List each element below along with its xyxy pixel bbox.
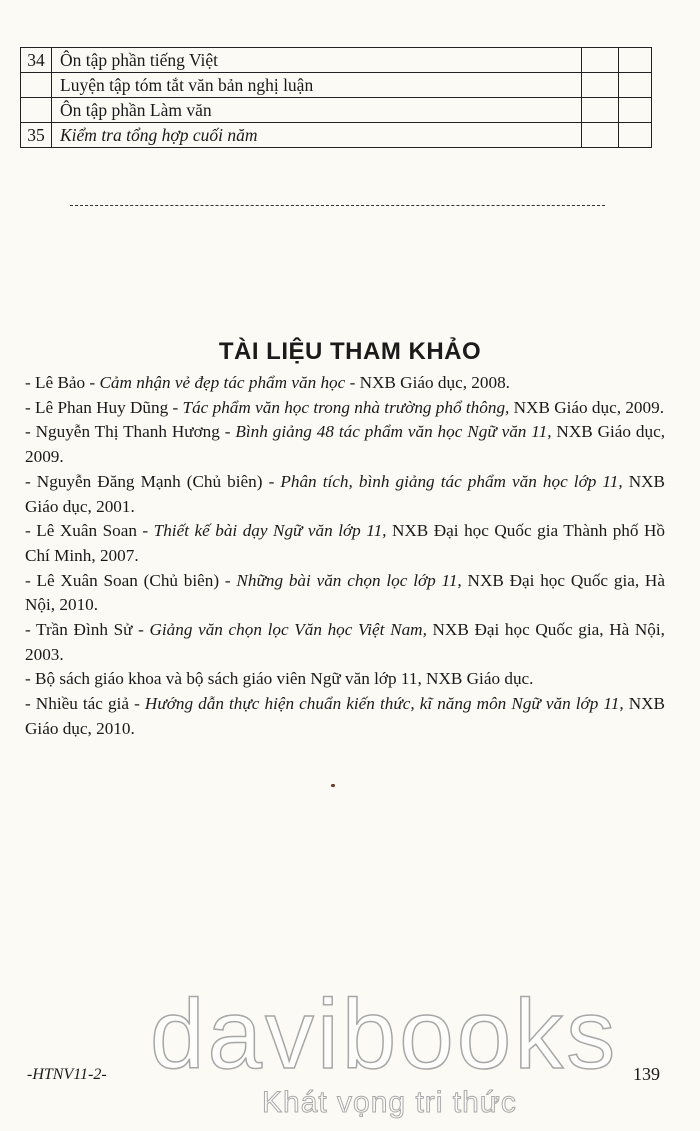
footer-code: -HTNV11-2- (27, 1066, 107, 1083)
lesson-number: 34 (21, 48, 52, 73)
lesson-schedule-table (20, 47, 652, 148)
reference-item (25, 396, 665, 421)
reference-title: Hướng dẫn thực hiện chuẩn kiến thức, kĩ năng môn Ngữ văn lớp 11, (144, 694, 624, 714)
reference-author: - Lê Phan Huy Dũng - (25, 397, 183, 417)
empty-cell (582, 123, 619, 148)
lesson-title: Ôn tập phần Làm văn (52, 98, 582, 123)
reference-title: Tác phẩm văn học trong nhà trường phổ thông, (182, 397, 510, 417)
reference-publisher: NXB Giáo dục, 2010. (25, 694, 666, 738)
reference-title: Bình giảng 48 tác phẩm văn học Ngữ văn 11, (235, 422, 552, 442)
reference-title: Phân tích, bình giảng tác phẩm văn học lớp 11, (280, 471, 623, 491)
lesson-title: Luyện tập tóm tắt văn bản nghị luận (52, 73, 582, 98)
empty-cell (619, 98, 652, 123)
reference-item (25, 470, 665, 519)
reference-author: - Bộ sách giáo khoa và bộ sách giáo viên Ngữ văn lớp 11, NXB Giáo dục. (25, 669, 534, 689)
table-row (21, 123, 652, 148)
empty-cell (619, 123, 652, 148)
reference-title: Giảng văn chọn lọc Văn học Việt Nam, (149, 620, 427, 640)
print-speck (331, 784, 335, 787)
reference-publisher: NXB Giáo dục, 2009. (25, 422, 666, 467)
reference-publisher: NXB Giáo dục, 2009. (509, 397, 665, 417)
empty-cell (619, 48, 652, 73)
empty-cell (582, 48, 619, 73)
table-row (21, 73, 652, 98)
empty-cell (582, 73, 619, 98)
reference-title: Thiết kế bài dạy Ngữ văn lớp 11, (153, 521, 387, 541)
reference-item (25, 618, 665, 667)
lesson-title: Ôn tập phần tiếng Việt (52, 48, 582, 73)
reference-publisher: NXB Giáo dục, 2001. (25, 471, 665, 516)
reference-publisher: NXB Đại học Quốc gia, Hà Nội, 2003. (25, 620, 665, 664)
reference-publisher: NXB Đại học Quốc gia Thành phố Hồ Chí Minh, 2007. (25, 521, 665, 565)
lesson-number (21, 98, 52, 123)
reference-publisher: NXB Đại học Quốc gia, Hà Nội, 2010. (25, 570, 665, 615)
reference-title: Cảm nhận vẻ đẹp tác phẩm văn học (99, 373, 346, 392)
lesson-number: 35 (21, 123, 52, 148)
reference-item (25, 667, 665, 692)
dashed-separator (70, 205, 605, 206)
reference-author: - Trần Đình Sử - (25, 620, 150, 640)
reference-author: - Nguyễn Đăng Mạnh (Chủ biên) - (25, 471, 281, 491)
page-number: 139 (633, 1064, 660, 1084)
reference-author: - Lê Bảo - (25, 373, 100, 392)
watermark-slogan: Khát vọng tri thức (262, 1086, 517, 1119)
reference-title: Những bài văn chọn lọc lớp 11, (236, 570, 462, 590)
reference-item (25, 569, 665, 618)
table-row (21, 48, 652, 73)
reference-item (25, 519, 665, 568)
reference-author: - Lê Xuân Soan (Chủ biên) - (25, 570, 237, 590)
table-row (21, 98, 652, 123)
lesson-title: Kiểm tra tổng hợp cuối năm (52, 123, 582, 148)
reference-item (25, 371, 665, 396)
reference-author: - Lê Xuân Soan - (25, 521, 154, 541)
references-list (25, 371, 665, 742)
watermark-brand: davibooks (150, 979, 619, 1089)
reference-item (25, 692, 665, 741)
reference-publisher: - NXB Giáo dục, 2008. (345, 373, 510, 392)
reference-item (25, 420, 665, 469)
reference-author: - Nguyễn Thị Thanh Hương - (25, 422, 236, 442)
reference-author: - Nhiều tác giả - (25, 694, 145, 714)
lesson-number (21, 73, 52, 98)
references-heading: TÀI LIỆU THAM KHẢO (218, 338, 482, 365)
empty-cell (619, 73, 652, 98)
empty-cell (582, 98, 619, 123)
schedule-body (21, 48, 652, 148)
